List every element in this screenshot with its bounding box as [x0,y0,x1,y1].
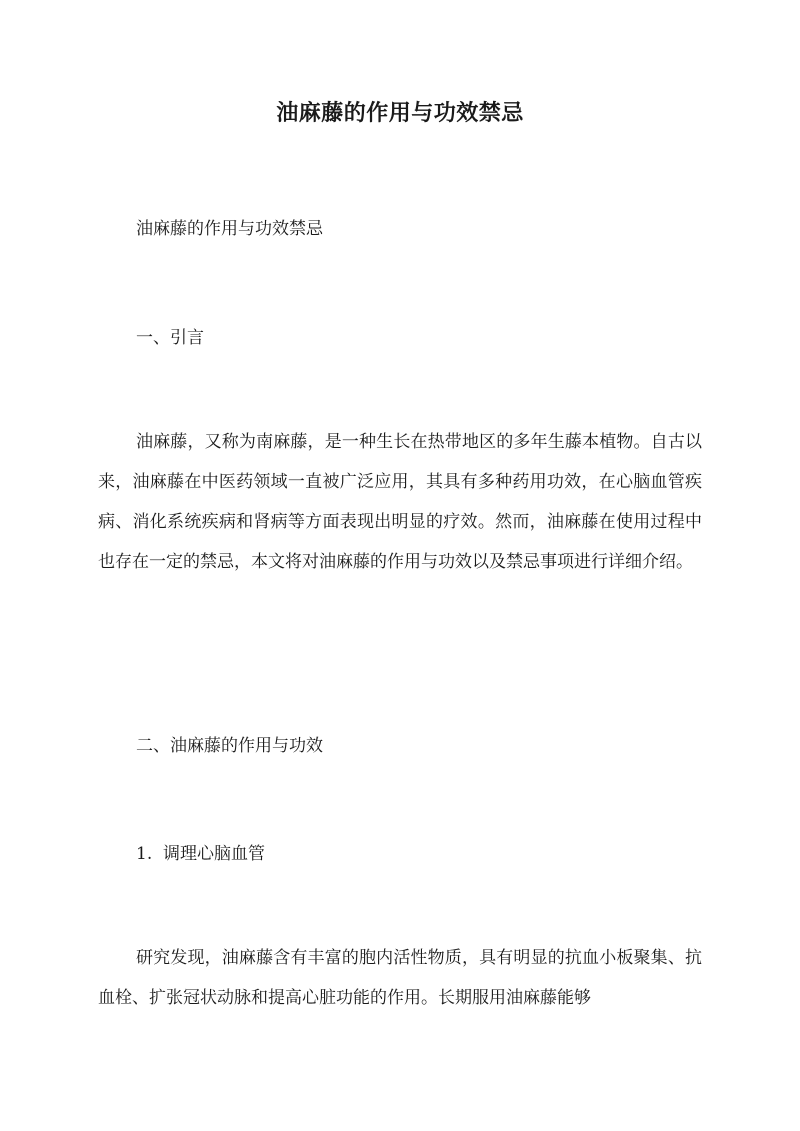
subsection-heading-cardiovascular [136,841,265,867]
section-heading-introduction: 一、引言 [136,328,204,348]
subsection-number: 1. [136,844,153,864]
document-subtitle: 油麻藤的作用与功效禁忌 [136,219,323,239]
document-title: 油麻藤的作用与功效禁忌 [276,100,524,126]
subsection-title: 调理心脑血管 [163,844,265,864]
section-heading-effects: 二、油麻藤的作用与功效 [136,736,323,756]
introduction-paragraph: 油麻藤，又称为南麻藤，是一种生长在热带地区的多年生藤本植物。自古以来，油麻藤在中医药领域一直被广泛应用，其具有多种药用功效，在心脑血管疾病、消化系统疾病和肾病等方面表现出明显的疗效。然而，油麻藤在使用过程中也存在一定的禁忌，本文将对油麻藤的作用与功效以及禁忌事项进行详细介绍。 [98,432,702,572]
cardiovascular-paragraph: 研究发现，油麻藤含有丰富的胞内活性物质，具有明显的抗血小板聚集、抗血栓、扩张冠状动脉和提高心脏功能的作用。长期服用油麻藤能够 [98,948,702,1008]
